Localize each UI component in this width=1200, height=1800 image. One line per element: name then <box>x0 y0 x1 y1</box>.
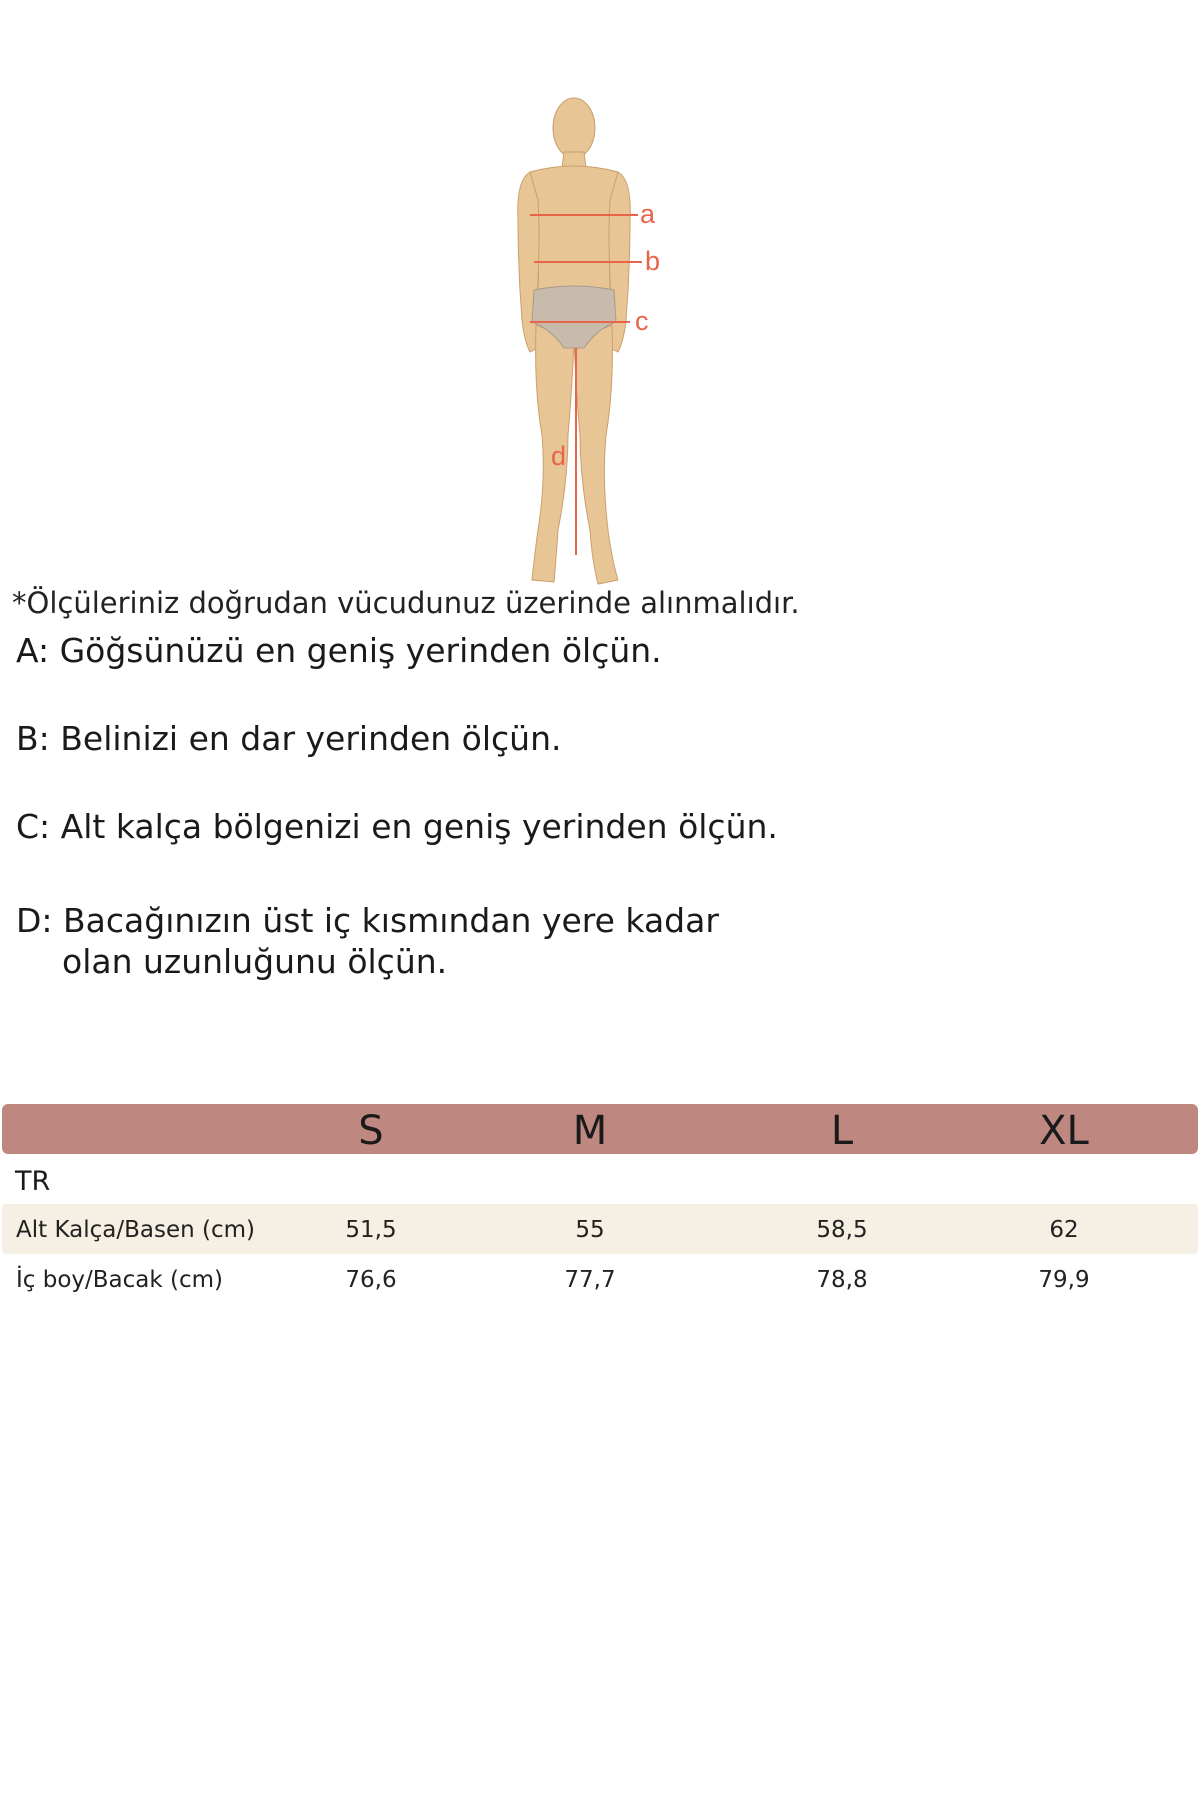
row-label: Alt Kalça/Basen (cm) <box>16 1217 255 1243</box>
table-cell: 78,8 <box>816 1267 868 1293</box>
instruction-d <box>16 900 719 982</box>
body-measurement-figure <box>480 90 740 590</box>
size-header-xl: XL <box>1039 1108 1089 1154</box>
table-cell: 79,9 <box>1038 1267 1090 1293</box>
instruction-d-line1: D: Bacağınızın üst iç kısmından yere kadar <box>16 901 719 940</box>
table-cell: 58,5 <box>816 1217 868 1243</box>
table-cell: 51,5 <box>345 1217 397 1243</box>
mannequin-illustration <box>480 90 740 590</box>
instruction-d-line2: olan uzunluğunu ölçün. <box>62 942 448 981</box>
table-row <box>2 1254 1198 1304</box>
row-label: İç boy/Bacak (cm) <box>16 1267 224 1293</box>
table-row <box>2 1204 1198 1254</box>
measurement-note: *Ölçüleriniz doğrudan vücudunuz üzerinde alınmalıdır. <box>12 586 800 620</box>
size-header-m: M <box>572 1108 608 1154</box>
instruction-a: A: Göğsünüzü en geniş yerinden ölçün. <box>16 631 662 670</box>
mannequin-torso <box>528 166 620 305</box>
instruction-c: C: Alt kalça bölgenizi en geniş yerinden ölçün. <box>16 807 778 846</box>
table-cell: 76,6 <box>345 1267 397 1293</box>
size-table <box>0 1104 1200 1304</box>
region-row <box>0 1154 1200 1204</box>
table-cell: 55 <box>575 1217 605 1243</box>
label-b: b <box>645 246 661 276</box>
label-c: c <box>635 306 649 336</box>
label-a: a <box>640 199 656 229</box>
table-cell: 62 <box>1049 1217 1079 1243</box>
mannequin-head <box>553 98 595 158</box>
mannequin-right-leg <box>574 325 618 584</box>
size-table-header <box>2 1104 1198 1154</box>
size-header-l: L <box>830 1108 854 1154</box>
table-cell: 77,7 <box>564 1267 616 1293</box>
instruction-b: B: Belinizi en dar yerinden ölçün. <box>16 719 562 758</box>
label-d: d <box>551 441 567 471</box>
size-header-s: S <box>358 1108 384 1154</box>
region-label: TR <box>15 1166 51 1197</box>
